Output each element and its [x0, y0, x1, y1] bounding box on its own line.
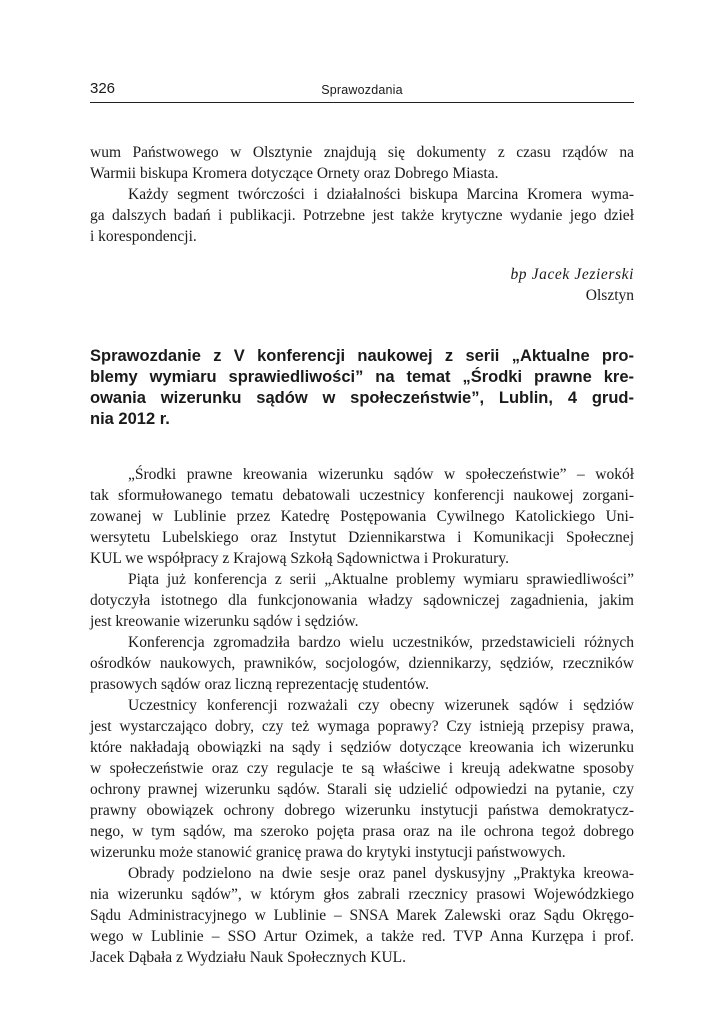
body-line: wersytetu Lubelskiego oraz Instytut Dziennikarstwa i Komunikacji Społecznej	[90, 529, 634, 546]
body-line: jest wystarczająco dobry, czy też wymaga poprawy? Czy istnieją przepisy prawa,	[90, 718, 634, 735]
intro-line: Warmii biskupa Kromera dotyczące Ornety oraz Dobrego Miasta.	[90, 165, 499, 182]
body-line: Jacek Dąbała z Wydziału Nauk Społecznych KUL.	[90, 949, 406, 966]
body-line: Sądu Administracyjnego w Lublinie – SNSA Marek Zalewski oraz Sądu Okręgo-	[90, 907, 634, 924]
body-line: prasowych sądów oraz liczną reprezentację studentów.	[90, 676, 429, 693]
body-line: dotyczyła istotnego dla funkcjonowania władzy sądowniczej zagadnienia, jakim	[90, 592, 634, 609]
intro-line: Każdy segment twórczości i działalności biskupa Marcina Kromera wyma-	[128, 186, 634, 203]
body-line: tak sformułowanego tematu debatowali uczestnicy konferencji naukowej zorgani-	[90, 487, 634, 504]
body-line: ochrony prawnej wizerunku sądów. Starali się udzielić odpowiedzi na pytanie, czy	[90, 781, 634, 798]
body-line: wego w Lublinie – SSO Artur Ozimek, a także red. TVP Anna Kurzępa i prof.	[90, 928, 634, 945]
body-line: Uczestnicy konferencji rozważali czy obecny wizerunek sądów i sędziów	[128, 697, 634, 714]
intro-line: i korespondencji.	[90, 228, 197, 245]
body-line: Konferencja zgromadziła bardzo wielu uczestników, przedstawicieli różnych	[128, 634, 634, 651]
body-line: prawny obowiązek ochrony dobrego wizerunku instytucji państwa demokratycz-	[90, 802, 634, 819]
body-line: jest kreowanie wizerunku sądów i sędziów.	[90, 613, 359, 630]
intro-line: ga dalszych badań i publikacji. Potrzebne jest także krytyczne wydanie jego dzieł	[90, 207, 634, 224]
body-line: KUL we współpracy z Krajową Szkołą Sądownictwa i Prokuratury.	[90, 550, 509, 567]
signature-place: Olsztyn	[585, 287, 634, 304]
body-line: w społeczeństwie oraz czy regulacje te są właściwe i kreują adekwatne sposoby	[90, 760, 634, 777]
body-line: Piąta już konferencja z serii „Aktualne problemy wymiaru sprawiedliwości”	[128, 571, 634, 588]
body-line: nia wizerunku sądów”, w którym głos zabrali rzecznicy prasowi Wojewódzkiego	[90, 886, 634, 903]
body-line: Obrady podzielono na dwie sesje oraz panel dyskusyjny „Praktyka kreowa-	[128, 865, 634, 882]
page-number: 326	[90, 80, 116, 97]
body-line: ośrodków naukowych, prawników, socjologów, dziennikarzy, sędziów, rzeczników	[90, 655, 634, 672]
report-heading-line: Sprawozdanie z V konferencji naukowej z serii „Aktualne pro-	[90, 347, 634, 365]
running-title: Sprawozdania	[321, 83, 403, 97]
report-heading-line: nia 2012 r.	[90, 410, 170, 428]
report-heading-line: owania wizerunku sądów w społeczeństwie”, Lublin, 4 grud-	[90, 389, 634, 407]
intro-line: wum Państwowego w Olsztynie znajdują się dokumenty z czasu rządów na	[90, 144, 634, 161]
signature-author: bp Jacek Jezierski	[510, 266, 634, 283]
body-line: „Środki prawne kreowania wizerunku sądów w społeczeństwie” – wokół	[128, 466, 634, 483]
running-header	[90, 80, 634, 103]
body-line: które nakładają obowiązki na sądy i sędziów dotyczące kreowania ich wizerunku	[90, 739, 634, 756]
body-line: nego, w tym sądów, ma szeroko pojęta prasa oraz na ile ochrona tegoż dobrego	[90, 823, 634, 840]
report-heading-line: blemy wymiaru sprawiedliwości” na temat „Środki prawne kre-	[90, 368, 634, 386]
body-line: wizerunku może stanowić granicę prawa do krytyki instytucji państwowych.	[90, 844, 566, 861]
body-line: zowanej w Lublinie przez Katedrę Postępowania Cywilnego Katolickiego Uni-	[90, 508, 634, 525]
